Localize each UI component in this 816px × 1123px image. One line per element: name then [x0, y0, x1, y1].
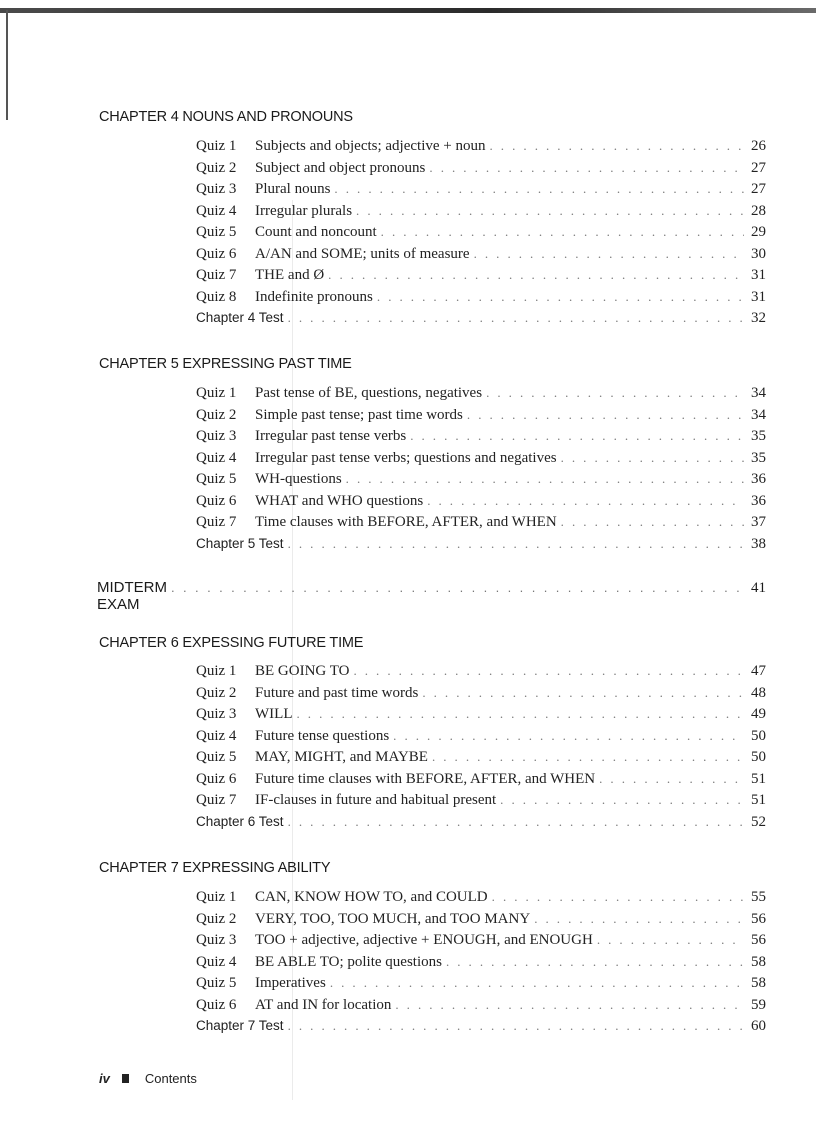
leader-dots: [422, 685, 744, 701]
quiz-number: Quiz 5: [196, 471, 237, 487]
quiz-number: Quiz 7: [196, 514, 237, 530]
leader-dots: [534, 911, 744, 927]
toc-entry[interactable]: [196, 514, 766, 536]
quiz-title: AT and IN for location: [255, 996, 392, 1013]
page-number: 31: [751, 267, 766, 283]
scan-top-edge: [0, 8, 816, 13]
quiz-title: VERY, TOO, TOO MUCH, and TOO MANY: [255, 910, 531, 927]
toc-entry[interactable]: [196, 203, 766, 225]
quiz-title: Plural nouns: [255, 181, 331, 197]
page-number: 27: [751, 159, 766, 176]
quiz-title: Future and past time words: [255, 684, 419, 701]
quiz-number: Quiz 1: [196, 385, 237, 401]
quiz-title: Count and noncount: [255, 224, 377, 240]
page-number: 56: [751, 932, 766, 948]
toc-entry[interactable]: [196, 911, 766, 933]
quiz-title: Indefinite pronouns: [255, 288, 373, 305]
quiz-title: BE GOING TO: [255, 663, 350, 679]
page-number: 41: [751, 580, 766, 596]
leader-dots: [561, 514, 744, 530]
leader-dots: [353, 663, 744, 679]
quiz-number: Quiz 2: [196, 159, 237, 176]
page-number: 35: [751, 428, 766, 444]
page-number: 52: [751, 813, 766, 830]
toc-entry[interactable]: [196, 428, 766, 450]
page-number: 37: [751, 514, 766, 530]
quiz-title: Future time clauses with BEFORE, AFTER, and WHEN: [255, 770, 596, 787]
page-number: 35: [751, 449, 766, 466]
toc-entry[interactable]: [196, 181, 766, 203]
toc-entry[interactable]: [196, 160, 766, 182]
page-number: 58: [751, 953, 766, 970]
quiz-title: TOO + adjective, adjective + ENOUGH, and ENOUGH: [255, 932, 593, 948]
footer-label: Contents: [144, 1071, 197, 1086]
leader-dots: [356, 203, 744, 219]
test-title: Chapter 5 Test: [196, 535, 284, 551]
quiz-title: Irregular past tense verbs; questions and negatives: [255, 449, 557, 466]
page-number: 50: [751, 727, 766, 744]
leader-dots: [395, 997, 744, 1013]
quiz-title: BE ABLE TO; polite questions: [255, 953, 442, 970]
leader-dots: [597, 932, 744, 948]
quiz-number: Quiz 5: [196, 224, 237, 240]
quiz-number: Quiz 6: [196, 245, 237, 262]
chapter-7-heading: CHAPTER 7 EXPRESSING ABILITY: [99, 860, 331, 876]
page-number: 58: [751, 975, 766, 991]
toc-entry[interactable]: [196, 289, 766, 311]
quiz-title: Future tense questions: [255, 727, 390, 744]
page-number: 51: [751, 792, 766, 808]
page-number: 34: [751, 385, 766, 401]
leader-dots: [432, 749, 744, 765]
quiz-number: Quiz 2: [196, 910, 237, 927]
leader-dots: [561, 450, 744, 466]
toc-entry[interactable]: [196, 685, 766, 707]
quiz-title: THE and Ø: [255, 267, 325, 283]
quiz-number: Quiz 3: [196, 706, 237, 722]
page-number: 56: [751, 910, 766, 927]
leader-dots: [427, 493, 744, 509]
page-number: 49: [751, 706, 766, 722]
page-number: 28: [751, 202, 766, 219]
page-number: 27: [751, 181, 766, 197]
leader-dots: [288, 310, 744, 326]
page-number: 48: [751, 684, 766, 701]
quiz-title: Past tense of BE, questions, negatives: [255, 385, 483, 401]
toc-entry[interactable]: [196, 450, 766, 472]
page-number: 55: [751, 889, 766, 905]
quiz-title: Subjects and objects; adjective + noun: [255, 138, 486, 154]
toc-entry[interactable]: [196, 267, 766, 289]
leader-dots: [381, 224, 744, 240]
leader-dots: [288, 1018, 744, 1034]
quiz-title: WH-questions: [255, 471, 342, 487]
leader-dots: [328, 267, 744, 283]
quiz-number: Quiz 6: [196, 770, 237, 787]
chapter-6-heading: CHAPTER 6 EXPESSING FUTURE TIME: [99, 635, 364, 651]
leader-dots: [490, 138, 745, 154]
leader-dots: [486, 385, 744, 401]
quiz-title: WHAT and WHO questions: [255, 492, 424, 509]
quiz-title: Imperatives: [255, 975, 326, 991]
chapter-4-heading: CHAPTER 4 NOUNS AND PRONOUNS: [99, 109, 353, 125]
quiz-number: Quiz 2: [196, 684, 237, 701]
test-title: Chapter 7 Test: [196, 1018, 284, 1033]
toc-entry-chapter-test[interactable]: [196, 814, 766, 836]
toc-entry[interactable]: [196, 975, 766, 997]
quiz-number: Quiz 4: [196, 727, 237, 744]
leader-dots: [500, 792, 744, 808]
quiz-number: Quiz 4: [196, 449, 237, 466]
quiz-title: WILL: [255, 706, 293, 722]
page-number: 36: [751, 471, 766, 487]
toc-entry[interactable]: [196, 224, 766, 246]
page-number: 32: [751, 310, 766, 326]
page-number: 38: [751, 535, 766, 552]
toc-entry[interactable]: [196, 663, 766, 685]
page-number: 60: [751, 1018, 766, 1034]
quiz-number: Quiz 7: [196, 792, 237, 808]
test-title: Chapter 4 Test: [196, 310, 284, 325]
quiz-number: Quiz 7: [196, 267, 237, 283]
toc-entry-chapter-test[interactable]: [196, 536, 766, 558]
quiz-title: Irregular past tense verbs: [255, 428, 407, 444]
leader-dots: [288, 814, 744, 830]
quiz-number: Quiz 4: [196, 953, 237, 970]
scan-left-edge: [6, 10, 8, 120]
square-bullet-icon: [122, 1074, 129, 1083]
quiz-title: IF-clauses in future and habitual present: [255, 792, 497, 808]
leader-dots: [410, 428, 744, 444]
chapter-7-list: [196, 889, 766, 1040]
toc-entry[interactable]: [196, 889, 766, 911]
quiz-number: Quiz 1: [196, 889, 237, 905]
quiz-title: CAN, KNOW HOW TO, and COULD: [255, 889, 488, 905]
page-number: 26: [751, 138, 766, 154]
page-number: 50: [751, 749, 766, 765]
leader-dots: [474, 246, 744, 262]
toc-entry[interactable]: [196, 493, 766, 515]
quiz-number: Quiz 3: [196, 932, 237, 948]
leader-dots: [492, 889, 744, 905]
quiz-number: Quiz 5: [196, 975, 237, 991]
quiz-number: Quiz 1: [196, 663, 237, 679]
leader-dots: [334, 181, 744, 197]
page-number: 31: [751, 288, 766, 305]
toc-entry[interactable]: [196, 771, 766, 793]
toc-entry[interactable]: [196, 246, 766, 268]
leader-dots: [330, 975, 744, 991]
page-number: 47: [751, 663, 766, 679]
page-number: 30: [751, 245, 766, 262]
quiz-number: Quiz 3: [196, 428, 237, 444]
toc-entry[interactable]: [196, 749, 766, 771]
quiz-number: Quiz 6: [196, 492, 237, 509]
toc-entry-midterm[interactable]: [97, 579, 766, 613]
quiz-title: Subject and object pronouns: [255, 159, 426, 176]
leader-dots: [296, 706, 744, 722]
quiz-number: Quiz 2: [196, 406, 237, 423]
leader-dots: [171, 580, 744, 595]
toc-entry[interactable]: [196, 792, 766, 814]
chapter-5-list: [196, 385, 766, 557]
leader-dots: [346, 471, 744, 487]
footer-page-number: iv: [99, 1071, 110, 1086]
leader-dots: [446, 954, 744, 970]
page-footer: [99, 1071, 197, 1086]
page-number: 29: [751, 224, 766, 240]
toc-entry[interactable]: [196, 728, 766, 750]
quiz-title: MAY, MIGHT, and MAYBE: [255, 749, 428, 765]
quiz-number: Quiz 4: [196, 202, 237, 219]
leader-dots: [599, 771, 744, 787]
toc-entry[interactable]: [196, 138, 766, 160]
toc-entry[interactable]: [196, 932, 766, 954]
toc-entry[interactable]: [196, 954, 766, 976]
toc-entry[interactable]: [196, 997, 766, 1019]
toc-entry[interactable]: [196, 706, 766, 728]
quiz-title: Irregular plurals: [255, 202, 353, 219]
leader-dots: [393, 728, 744, 744]
quiz-number: Quiz 3: [196, 181, 237, 197]
quiz-number: Quiz 8: [196, 288, 237, 305]
toc-entry-chapter-test[interactable]: [196, 310, 766, 332]
quiz-title: Simple past tense; past time words: [255, 406, 463, 423]
leader-dots: [377, 289, 744, 305]
quiz-number: Quiz 1: [196, 138, 237, 154]
chapter-5-heading: CHAPTER 5 EXPRESSING PAST TIME: [99, 356, 352, 372]
quiz-title: Time clauses with BEFORE, AFTER, and WHEN: [255, 514, 557, 530]
toc-entry[interactable]: [196, 407, 766, 429]
leader-dots: [429, 160, 744, 176]
page-number: 36: [751, 492, 766, 509]
page-number: 59: [751, 996, 766, 1013]
toc-entry[interactable]: [196, 471, 766, 493]
midterm-title: MIDTERM EXAM: [97, 579, 167, 613]
quiz-number: Quiz 6: [196, 996, 237, 1013]
page-number: 51: [751, 770, 766, 787]
leader-dots: [288, 536, 744, 552]
chapter-4-list: [196, 138, 766, 332]
leader-dots: [467, 407, 744, 423]
chapter-6-list: [196, 663, 766, 835]
toc-entry-chapter-test[interactable]: [196, 1018, 766, 1040]
toc-entry[interactable]: [196, 385, 766, 407]
test-title: Chapter 6 Test: [196, 813, 284, 829]
quiz-number: Quiz 5: [196, 749, 237, 765]
quiz-title: A/AN and SOME; units of measure: [255, 245, 470, 262]
page-number: 34: [751, 406, 766, 423]
